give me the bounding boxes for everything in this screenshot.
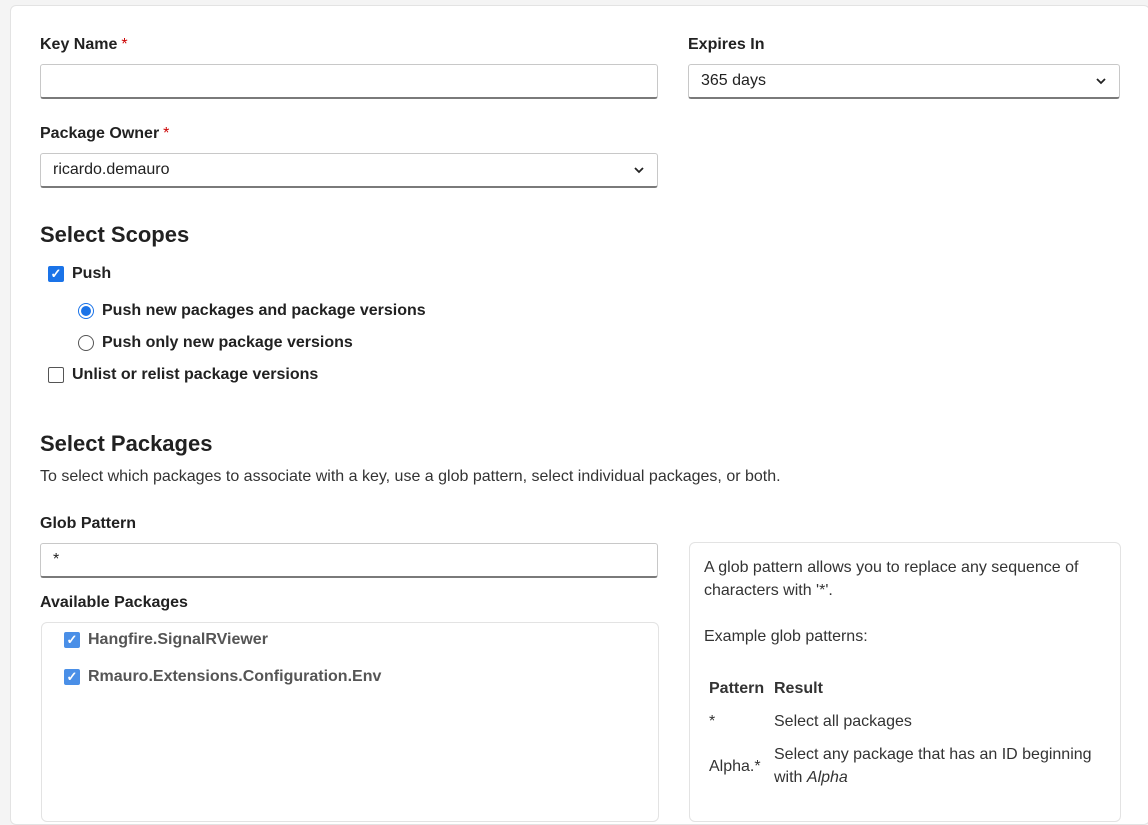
- push-checkbox[interactable]: [48, 266, 64, 282]
- checkmark-icon: ✓: [66, 669, 78, 684]
- key-name-label: [40, 36, 128, 54]
- glob-pattern-label: Glob Pattern: [40, 515, 137, 532]
- key-name-input[interactable]: [40, 64, 658, 99]
- package-checkbox[interactable]: [64, 669, 80, 685]
- package-owner-label-text: Package Owner: [40, 125, 160, 142]
- list-item[interactable]: [64, 668, 381, 686]
- package-owner-select[interactable]: [40, 153, 658, 188]
- col-header-result: Result: [774, 680, 823, 697]
- package-owner-label: [40, 125, 169, 143]
- push-only-versions-radio[interactable]: [78, 335, 94, 351]
- expires-in-value: 365 days: [701, 72, 766, 89]
- push-new-label: Push new packages and package versions: [102, 302, 426, 319]
- unlist-label: Unlist or relist package versions: [72, 366, 319, 383]
- checkmark-icon: ✓: [66, 632, 78, 647]
- example-result-emphasis: Alpha: [806, 769, 848, 786]
- glob-pattern-input[interactable]: [40, 543, 658, 578]
- glob-help-panel: [689, 542, 1121, 822]
- package-owner-value: ricardo.demauro: [53, 161, 170, 178]
- key-name-label-text: Key Name: [40, 36, 118, 53]
- package-name: Hangfire.SignalRViewer: [88, 631, 268, 648]
- push-label: Push: [72, 265, 112, 282]
- unlist-checkbox[interactable]: [48, 367, 64, 383]
- package-checkbox[interactable]: [64, 632, 80, 648]
- package-name: Rmauro.Extensions.Configuration.Env: [88, 668, 382, 685]
- select-packages-heading: Select Packages: [40, 431, 213, 456]
- glob-help-examples-title: Example glob patterns:: [704, 628, 868, 645]
- example-result: Select all packages: [774, 713, 912, 730]
- list-item[interactable]: [64, 631, 268, 649]
- col-header-pattern: Pattern: [709, 680, 765, 697]
- required-mark: *: [121, 36, 128, 53]
- chevron-down-icon: [633, 164, 645, 176]
- expires-in-label: Expires In: [688, 36, 765, 53]
- push-option-new-packages[interactable]: [78, 302, 426, 320]
- chevron-down-icon: [1095, 75, 1107, 87]
- select-scopes-heading: Select Scopes: [40, 222, 190, 247]
- example-pattern: *: [709, 713, 716, 730]
- available-packages-list[interactable]: [41, 622, 659, 822]
- example-result: [774, 743, 1104, 789]
- glob-help-intro: A glob pattern allows you to replace any sequence of characters with '*'.: [704, 559, 1079, 599]
- required-mark: *: [163, 125, 170, 142]
- scope-push-checkbox-row[interactable]: [48, 265, 111, 283]
- example-result-text: Select any package that has an ID beginning with: [774, 746, 1092, 786]
- push-option-only-versions[interactable]: [78, 334, 353, 352]
- available-packages-label: Available Packages: [40, 594, 188, 611]
- push-new-radio[interactable]: [78, 303, 94, 319]
- push-only-versions-label: Push only new package versions: [102, 334, 353, 351]
- select-packages-description: To select which packages to associate with a key, use a glob pattern, select individual packages, or both.: [40, 468, 781, 485]
- scope-unlist-checkbox-row[interactable]: [48, 366, 318, 384]
- expires-in-select[interactable]: [688, 64, 1120, 99]
- checkmark-icon: ✓: [50, 266, 62, 281]
- example-pattern: Alpha.*: [709, 758, 761, 775]
- create-api-key-form: [10, 5, 1148, 825]
